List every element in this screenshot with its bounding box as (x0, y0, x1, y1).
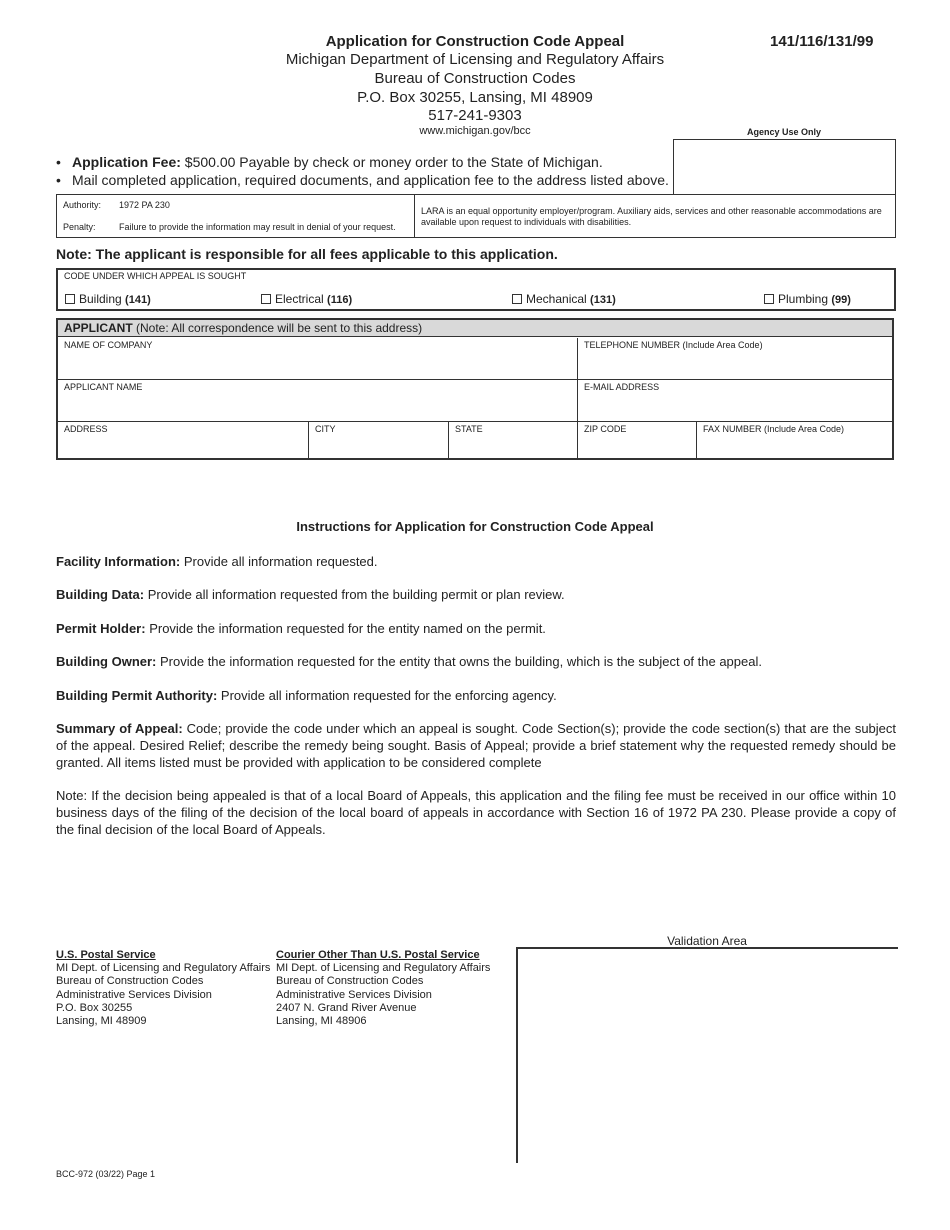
zip-field[interactable]: ZIP CODE (578, 422, 697, 460)
checkbox-icon[interactable] (261, 294, 271, 304)
checkbox-icon[interactable] (764, 294, 774, 304)
bureau-website[interactable]: www.michigan.gov/bcc (419, 125, 531, 137)
form-code: 141/116/131/99 (770, 33, 874, 50)
instructions-note: Note: If the decision being appealed is that of a local Board of Appeals, this application and the filing fee must be received in our office within 10 business days of the filing of the decision of the local board of appeals in accordance with Section 16 of 1972 PA 230. Please provide a copy of the final decision of the local Board of Appeals. (56, 788, 896, 837)
instruction-item: Building Permit Authority: Provide all information requested for the enforcing agency. (56, 688, 557, 703)
instruction-item: Facility Information: Provide all information requested. (56, 554, 378, 569)
instruction-item: Summary of Appeal: Code; provide the code under which an appeal is sought. Code Section(s); provide the code section(s) that are the subject of the appeal. Desired Relief; describe the remedy being sought. Basis of Appeal; provide a brief statement why the requested remedy should be granted. All items listed must be provided with application to be considered complete (56, 721, 897, 770)
fee-list (56, 153, 669, 189)
building-code-option[interactable]: Building (141) (65, 292, 151, 306)
bureau-phone: 517-241-9303 (428, 107, 522, 124)
applicant-heading: APPLICANT (Note: All correspondence will be sent to this address) (58, 320, 892, 337)
fee-item: • Application Fee: $500.00 Payable by check or money order to the State of Michigan. (56, 153, 669, 171)
applicant-section (56, 318, 894, 460)
postal-heading: U.S. Postal Service (56, 949, 156, 961)
authority-box (56, 194, 896, 238)
code-selection-label: CODE UNDER WHICH APPEAL IS SOUGHT (64, 271, 247, 281)
state-field[interactable]: STATE (449, 422, 578, 460)
department-name: Michigan Department of Licensing and Regulatory Affairs (285, 51, 665, 68)
form-title: Application for Construction Code Appeal (325, 33, 625, 50)
fee-item: • Mail completed application, required documents, and application fee to the address listed above. (56, 171, 669, 189)
instructions-title: Instructions for Application for Construction Code Appeal (296, 519, 654, 534)
authority-label: Authority: (63, 200, 102, 210)
fees-note: Note: The applicant is responsible for all fees applicable to this application. (56, 246, 558, 262)
applicant-name-field[interactable]: APPLICANT NAME (58, 380, 578, 422)
instruction-item: Building Owner: Provide the information requested for the entity that owns the building, which is the subject of the appeal. (56, 654, 762, 669)
postal-address: U.S. Postal Service MI Dept. of Licensing and Regulatory Affairs Bureau of Construction Codes Administrative Services Division P.O. Box 30255 Lansing, MI 48909 (56, 949, 271, 1028)
courier-heading: Courier Other Than U.S. Postal Service (276, 949, 480, 961)
email-field[interactable]: E-MAIL ADDRESS (578, 380, 892, 422)
bureau-name: Bureau of Construction Codes (374, 70, 576, 87)
bureau-address: P.O. Box 30255, Lansing, MI 48909 (357, 89, 593, 106)
courier-address: Courier Other Than U.S. Postal Service MI Dept. of Licensing and Regulatory Affairs Bureau of Construction Codes Administrative Services Division 2407 N. Grand River Avenue Lansing, MI 48906 (276, 949, 491, 1028)
validation-area-border (516, 947, 518, 1163)
address-field[interactable]: ADDRESS (58, 422, 309, 460)
penalty-label: Penalty: (63, 222, 96, 232)
mechanical-code-option[interactable]: Mechanical (131) (512, 292, 616, 306)
checkbox-icon[interactable] (512, 294, 522, 304)
lara-notice: LARA is an equal opportunity employer/program. Auxiliary aids, services and other reasonable accommodations are available upon request to individuals with disabilities. (421, 206, 882, 227)
instruction-item: Building Data: Provide all information requested from the building permit or plan review. (56, 587, 565, 602)
authority-value: 1972 PA 230 (119, 200, 170, 210)
checkbox-icon[interactable] (65, 294, 75, 304)
telephone-field[interactable]: TELEPHONE NUMBER (Include Area Code) (578, 338, 892, 380)
agency-use-label: Agency Use Only (746, 127, 822, 137)
penalty-value: Failure to provide the information may result in denial of your request. (119, 222, 396, 232)
validation-area-border (517, 947, 898, 949)
code-selection-box (56, 268, 896, 311)
agency-use-box (673, 139, 896, 195)
instruction-item: Permit Holder: Provide the information requested for the entity named on the permit. (56, 621, 546, 636)
fax-field[interactable]: FAX NUMBER (Include Area Code) (703, 424, 845, 434)
city-field[interactable]: CITY (309, 422, 449, 460)
electrical-code-option[interactable]: Electrical (116) (261, 292, 352, 306)
form-footer: BCC-972 (03/22) Page 1 (56, 1169, 156, 1179)
company-name-field[interactable]: NAME OF COMPANY (58, 338, 578, 380)
validation-area-label: Validation Area (667, 934, 747, 948)
plumbing-code-option[interactable]: Plumbing (99) (764, 292, 851, 306)
